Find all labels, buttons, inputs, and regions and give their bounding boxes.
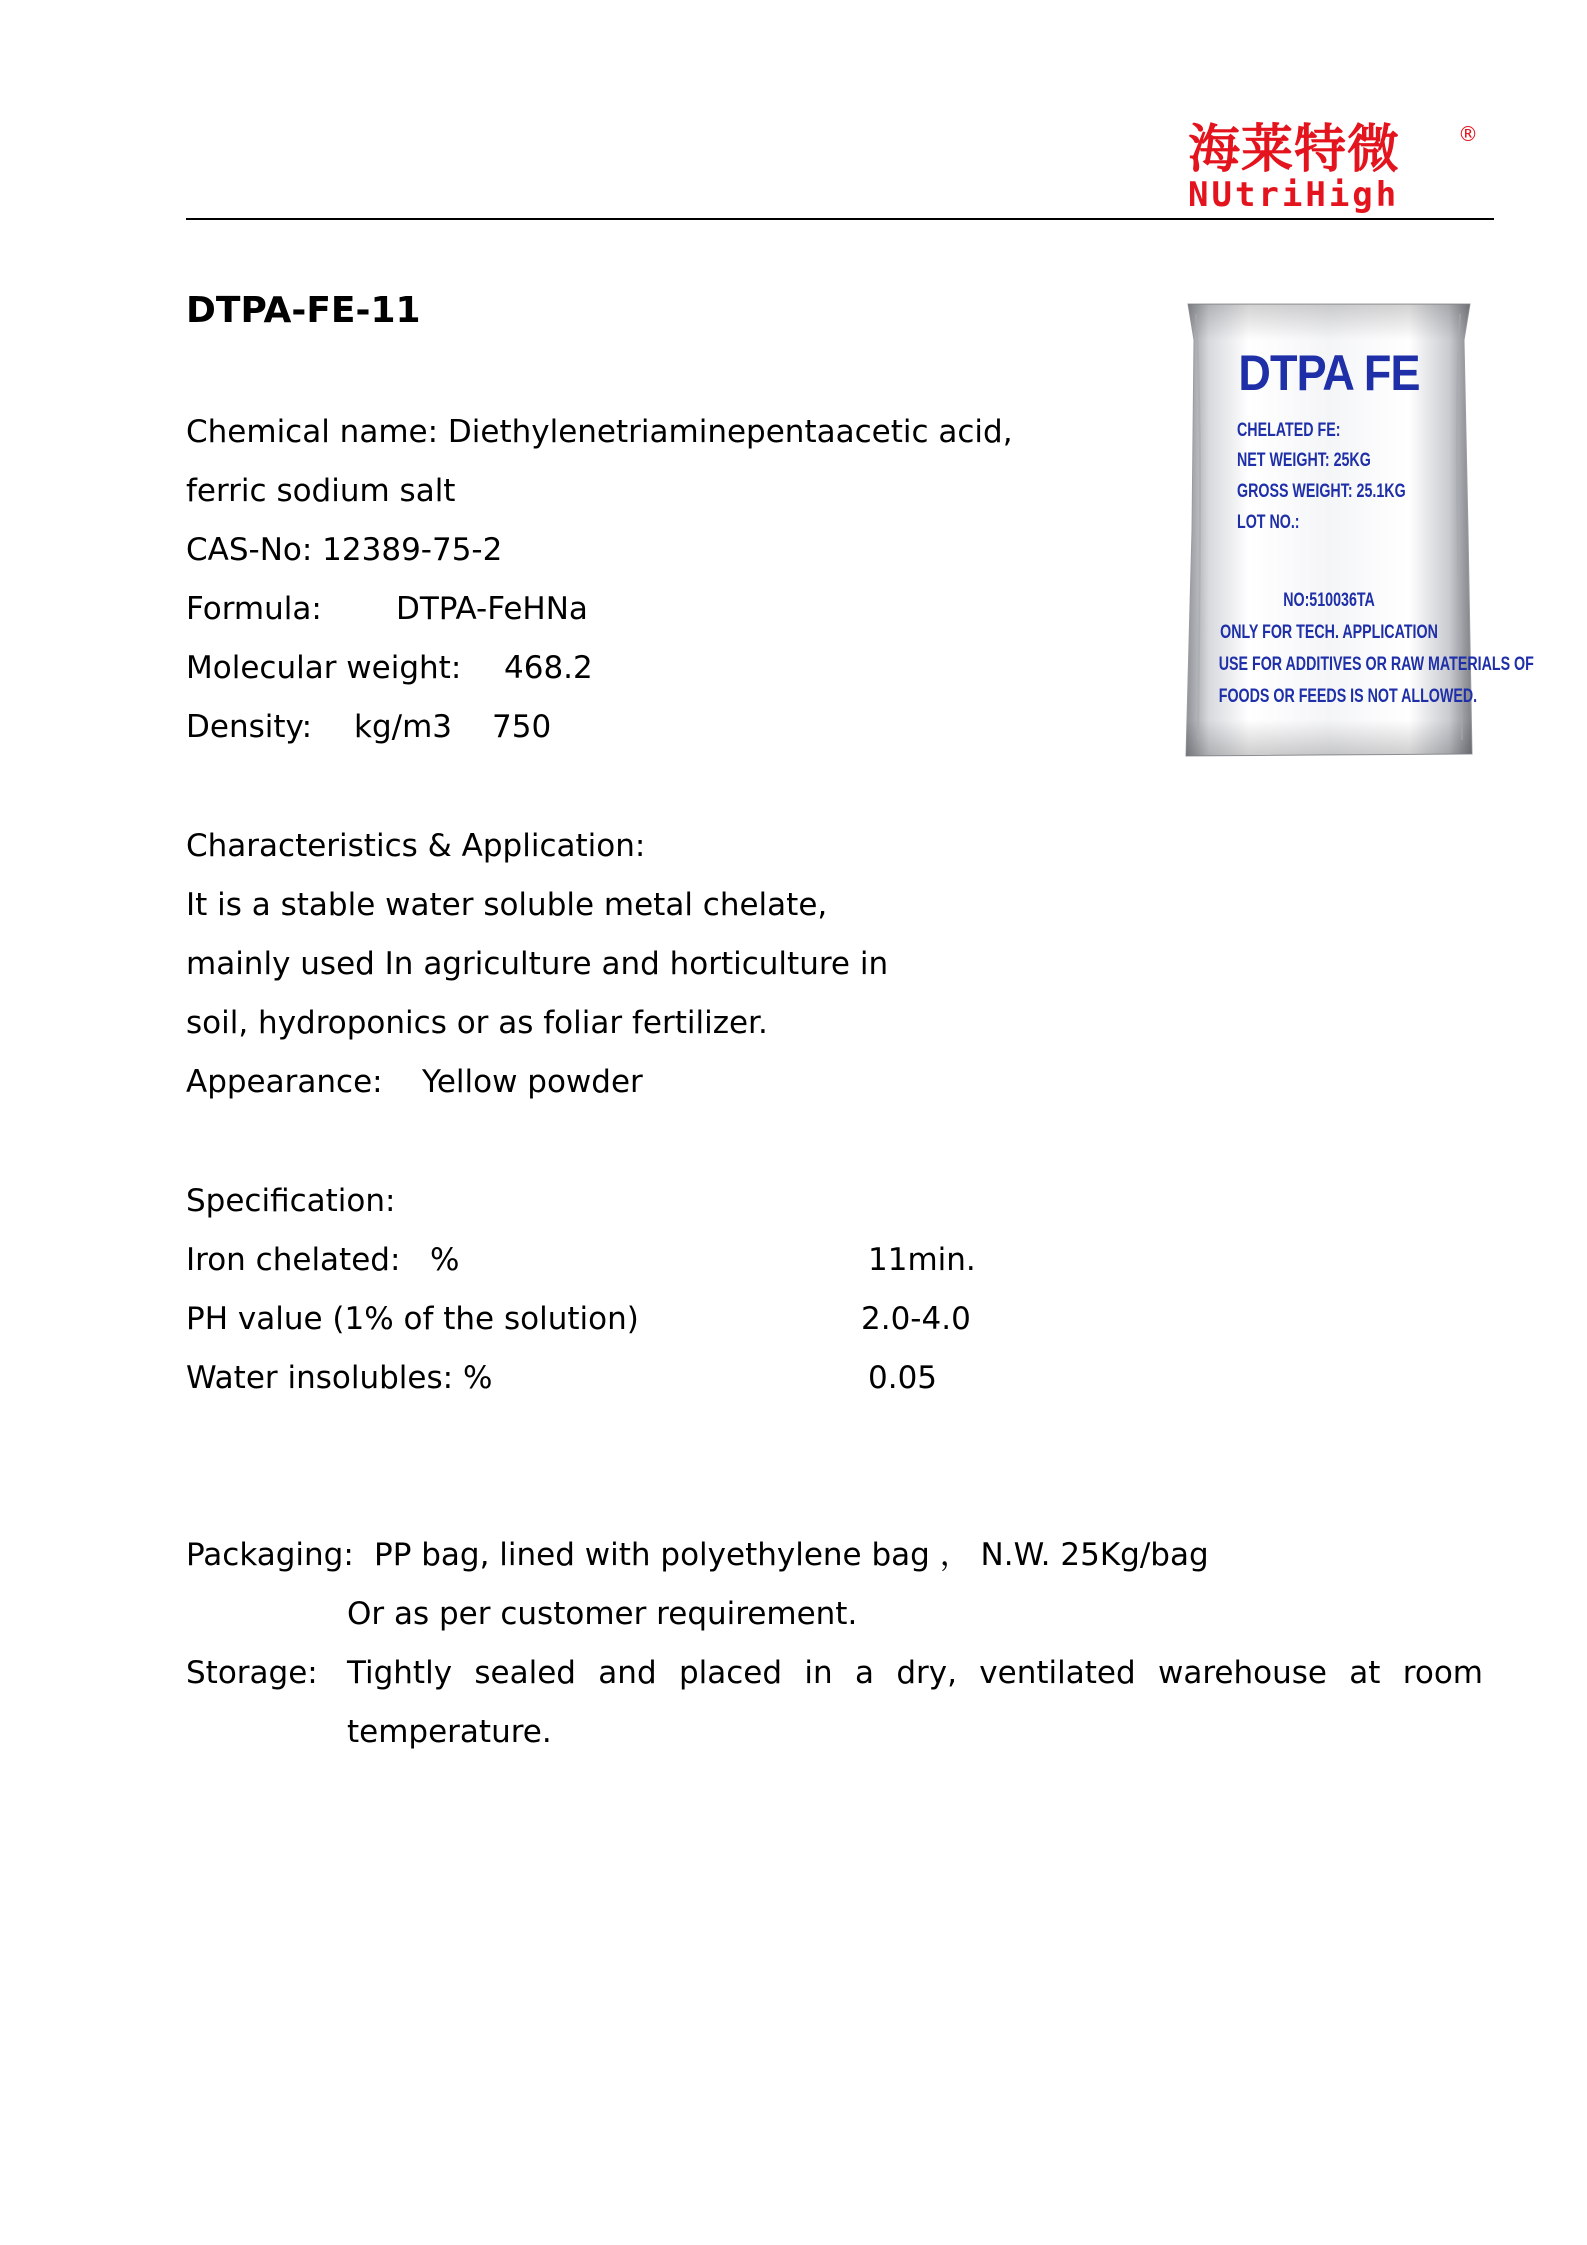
specification-heading: Specification: [186, 1183, 396, 1219]
appearance-value: Yellow powder [422, 1064, 643, 1100]
storage-line-2: temperature. [347, 1714, 552, 1750]
chemical-name-line-1: Chemical name: Diethylenetriaminepentaacetic acid, [186, 414, 1013, 450]
characteristics-line-1: It is a stable water soluble metal chelate, [186, 887, 828, 923]
formula-label: Formula: [186, 591, 322, 627]
bag-foods-warning: FOODS OR FEEDS IS NOT ALLOWED. [1218, 686, 1478, 707]
molecular-weight-label: Molecular weight: [186, 650, 462, 686]
packaging-line-2: Or as per customer requirement. [347, 1596, 858, 1632]
chemical-name-line-2: ferric sodium salt [186, 473, 456, 509]
spec-row-value: 0.05 [868, 1360, 938, 1396]
characteristics-line-2: mainly used In agriculture and horticulture in [186, 946, 889, 982]
bag-product-number: NO:510036TA [1283, 590, 1375, 611]
formula-value: DTPA-FeHNa [396, 591, 588, 627]
characteristics-heading: Characteristics & Application: [186, 828, 646, 864]
logo-chinese-text: 海莱特微 [1188, 120, 1401, 180]
bag-label [1182, 300, 1534, 760]
spec-row-label: Water insolubles: % [186, 1360, 493, 1396]
bag-title: DTPA FE [1238, 345, 1420, 401]
registered-mark: ® [1458, 122, 1478, 146]
molecular-weight-value: 468.2 [504, 650, 593, 686]
brand-logo [1188, 120, 1478, 215]
spec-row-value: 11min. [868, 1242, 976, 1278]
storage-line-1: Tightly sealed and placed in a dry, ventilated warehouse at room [347, 1655, 1483, 1691]
density-unit: kg/m3 [354, 709, 452, 745]
product-bag-image [1182, 300, 1534, 760]
bag-chelated: CHELATED FE: [1237, 420, 1341, 441]
spec-row-value: 2.0-4.0 [861, 1301, 971, 1337]
header-divider [186, 218, 1494, 220]
bag-use-warning: USE FOR ADDITIVES OR RAW MATERIALS OF [1218, 654, 1534, 675]
page-title: DTPA-FE-11 [186, 290, 421, 331]
packaging-line-1: PP bag, lined with polyethylene bag ， N.W. 25Kg/bag [374, 1537, 1209, 1573]
bag-lot-number: LOT NO.: [1237, 512, 1300, 533]
logo-english-text: NUtriHigh [1188, 175, 1400, 215]
density-value: 750 [492, 709, 552, 745]
cas-number: CAS-No: 12389-75-2 [186, 532, 503, 568]
spec-row-label: Iron chelated: % [186, 1242, 460, 1278]
storage-label: Storage: [186, 1655, 318, 1691]
density-label: Density: [186, 709, 313, 745]
appearance-label: Appearance: [186, 1064, 383, 1100]
packaging-label: Packaging: [186, 1537, 354, 1573]
bag-tech-application: ONLY FOR TECH. APPLICATION [1220, 622, 1438, 643]
bag-net-weight: NET WEIGHT: 25KG [1237, 450, 1371, 471]
characteristics-line-3: soil, hydroponics or as foliar fertilizer. [186, 1005, 768, 1041]
bag-gross-weight: GROSS WEIGHT: 25.1KG [1237, 481, 1406, 502]
spec-row-label: PH value (1% of the solution) [186, 1301, 639, 1337]
